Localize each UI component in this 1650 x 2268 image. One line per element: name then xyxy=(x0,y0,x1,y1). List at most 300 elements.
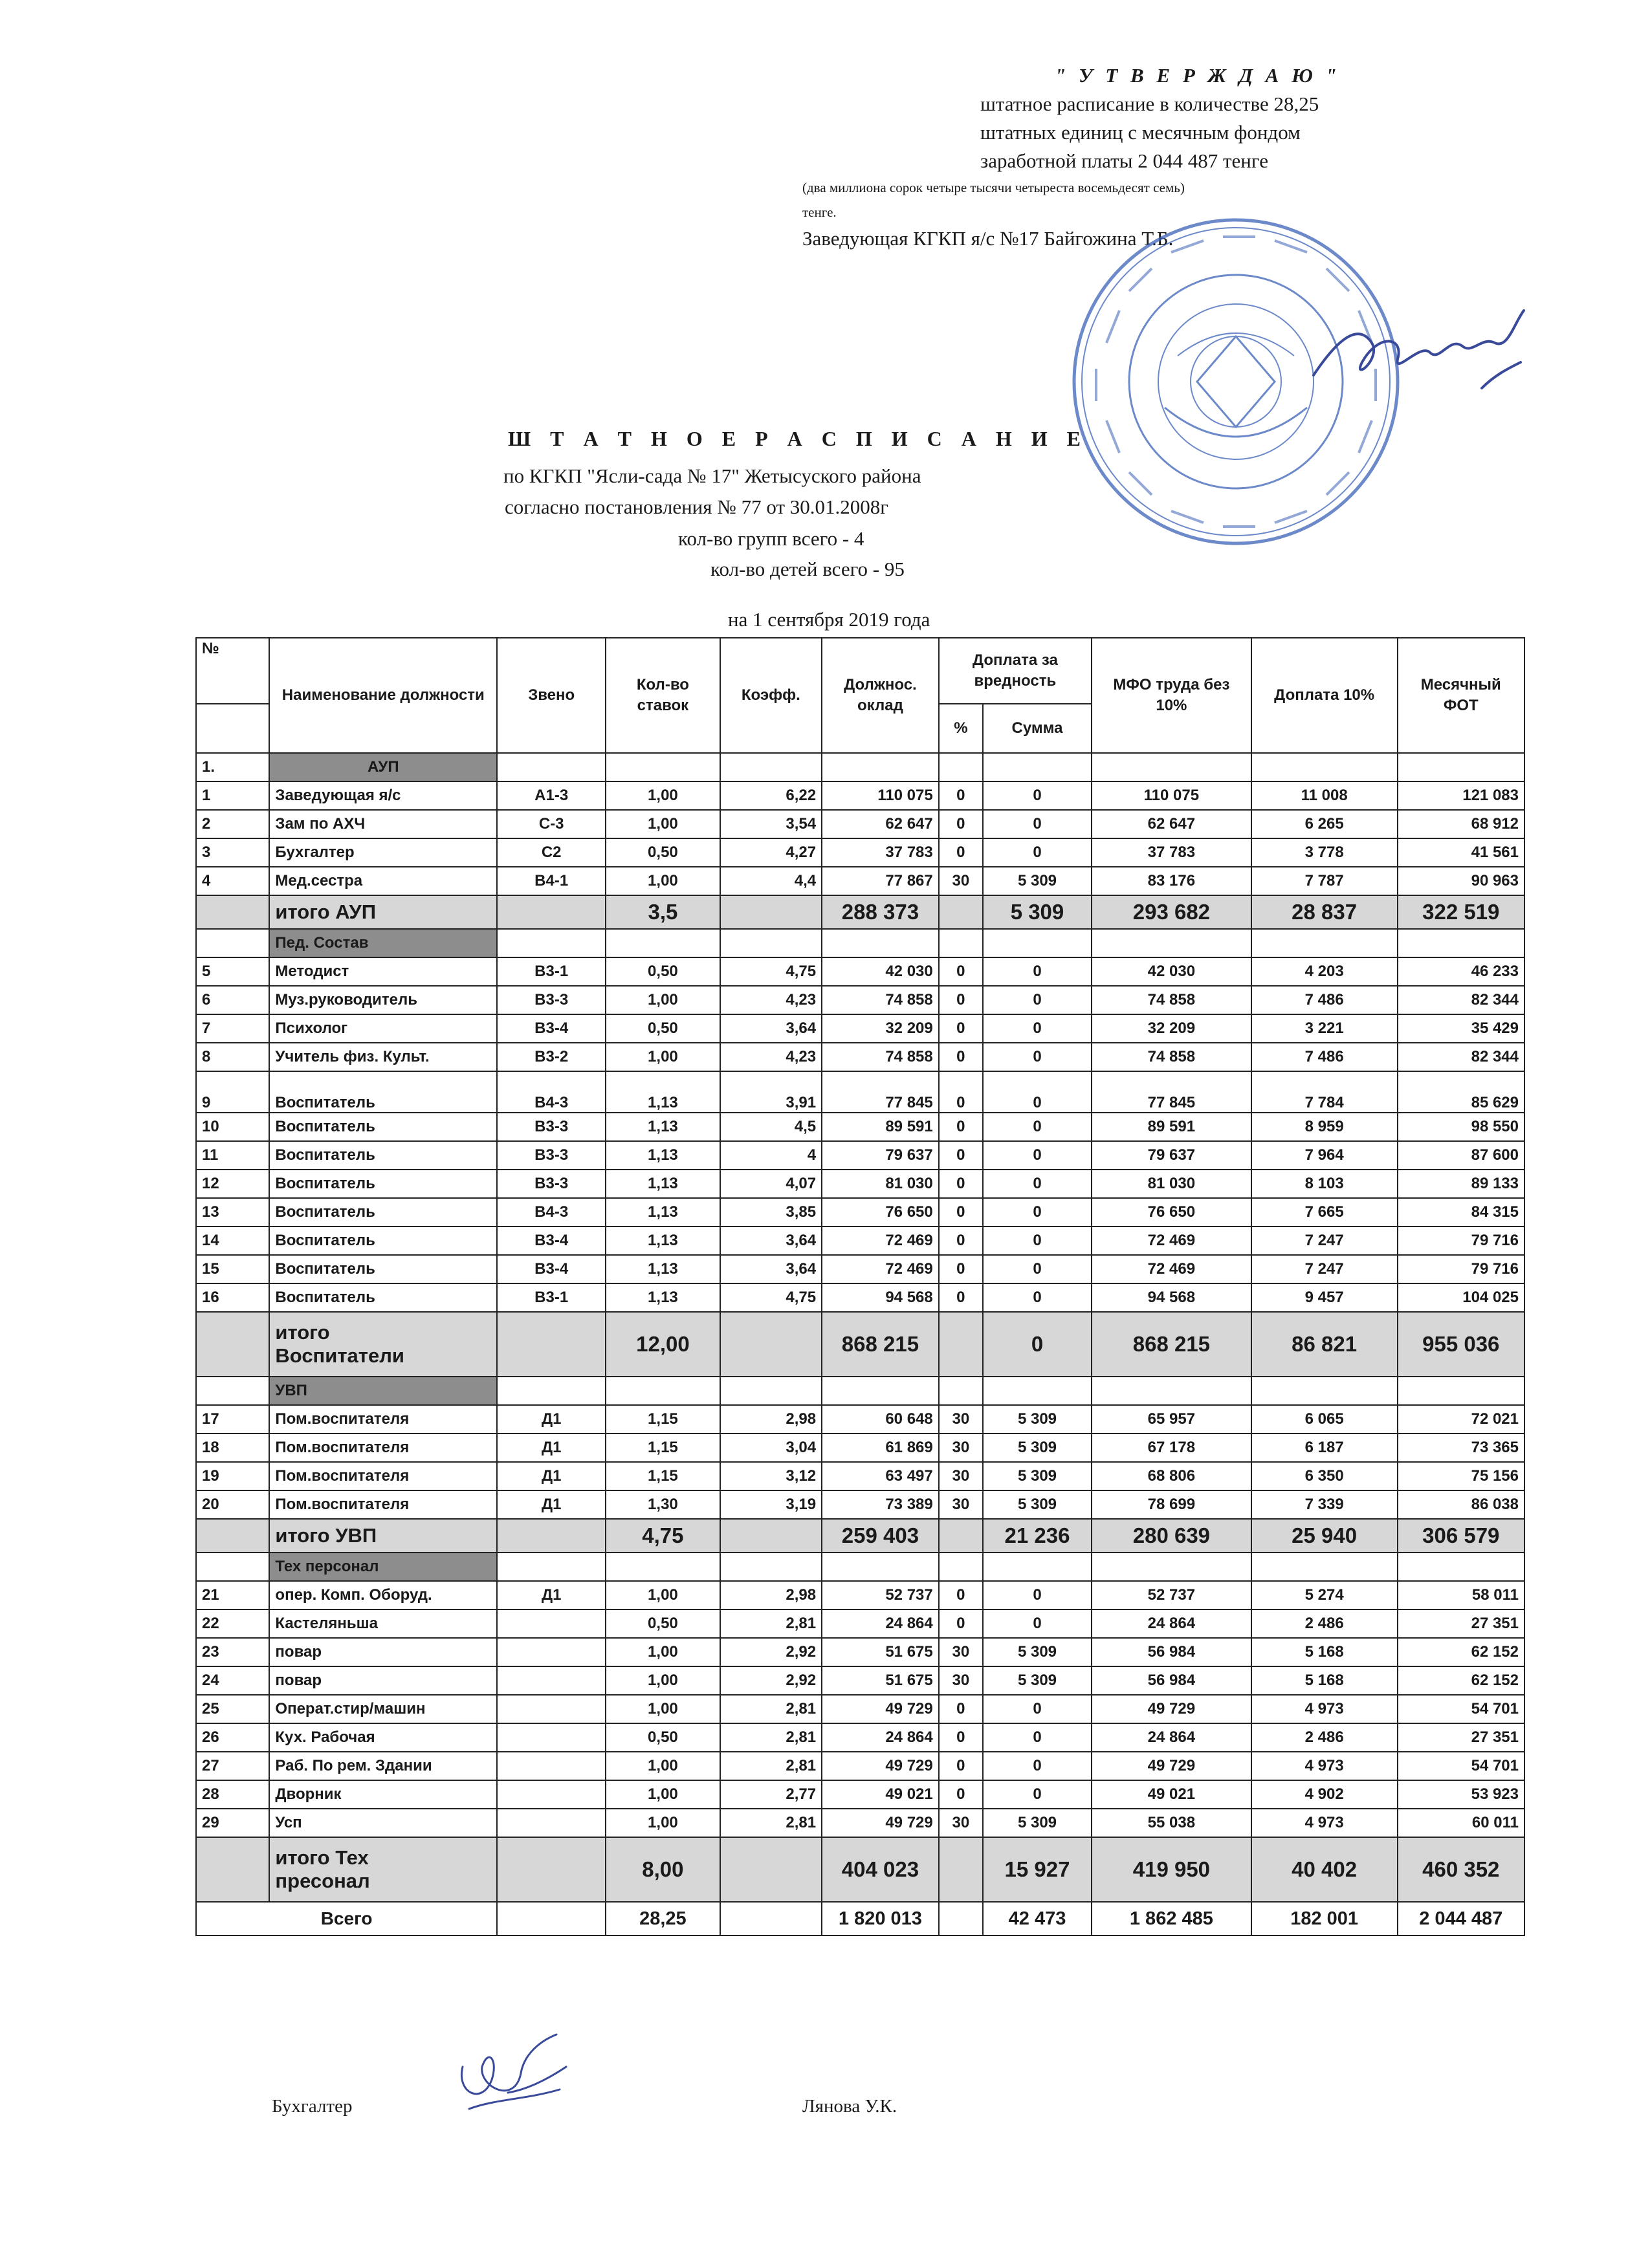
salary: 76 650 xyxy=(822,1198,939,1227)
row-number: 13 xyxy=(196,1198,269,1227)
position-name: Раб. По рем. Здании xyxy=(269,1752,497,1780)
col-position-header: Наименование должности xyxy=(269,638,497,753)
hazard-sum: 5 309 xyxy=(983,1638,1092,1666)
empty-cell xyxy=(497,1377,606,1405)
bonus-amount: 7 486 xyxy=(1251,1043,1398,1071)
table-row xyxy=(196,1434,1524,1462)
hazard-percent: 30 xyxy=(939,1462,983,1490)
monthly-fot: 84 315 xyxy=(1398,1198,1524,1227)
bonus-amount: 7 665 xyxy=(1251,1198,1398,1227)
position-name: Воспитатель xyxy=(269,1170,497,1198)
coefficient: 3,54 xyxy=(720,810,822,838)
empty-cell xyxy=(1398,1553,1524,1581)
mfo-amount: 83 176 xyxy=(1092,867,1251,895)
monthly-fot: 46 233 xyxy=(1398,957,1524,986)
empty-cell xyxy=(1398,1377,1524,1405)
rate-count: 1,00 xyxy=(606,986,720,1014)
bonus-amount: 4 973 xyxy=(1251,1695,1398,1723)
coefficient: 4 xyxy=(720,1141,822,1170)
hazard-percent: 0 xyxy=(939,957,983,986)
coefficient: 2,77 xyxy=(720,1780,822,1809)
table-row xyxy=(196,1170,1524,1198)
bonus-amount: 4 203 xyxy=(1251,957,1398,986)
bonus-amount: 4 902 xyxy=(1251,1780,1398,1809)
table-row xyxy=(196,1113,1524,1141)
accountant-label: Бухгалтер xyxy=(272,2096,353,2117)
row-number: 26 xyxy=(196,1723,269,1752)
monthly-fot: 87 600 xyxy=(1398,1141,1524,1170)
level-code: В3-1 xyxy=(497,957,606,986)
hazard-sum: 0 xyxy=(983,1780,1092,1809)
hazard-sum: 0 xyxy=(983,1581,1092,1609)
mfo-amount: 42 030 xyxy=(1092,957,1251,986)
total-rates: 12,00 xyxy=(606,1312,720,1377)
hazard-sum: 0 xyxy=(983,1227,1092,1255)
row-number: 25 xyxy=(196,1695,269,1723)
table-row xyxy=(196,1462,1524,1490)
bonus-amount: 2 486 xyxy=(1251,1723,1398,1752)
hazard-percent: 0 xyxy=(939,838,983,867)
monthly-fot: 79 716 xyxy=(1398,1227,1524,1255)
empty-cell xyxy=(939,895,983,929)
empty-cell xyxy=(196,1553,269,1581)
empty-cell xyxy=(983,1377,1092,1405)
hazard-percent: 0 xyxy=(939,1227,983,1255)
row-number: 3 xyxy=(196,838,269,867)
empty-cell xyxy=(497,1902,606,1935)
empty-cell xyxy=(497,929,606,957)
coefficient: 3,12 xyxy=(720,1462,822,1490)
hazard-percent: 30 xyxy=(939,1405,983,1434)
total-label: итого УВП xyxy=(269,1519,497,1553)
position-name: Воспитатель xyxy=(269,1071,497,1113)
mfo-amount: 52 737 xyxy=(1092,1581,1251,1609)
group-label-row xyxy=(196,1553,1524,1581)
salary: 73 389 xyxy=(822,1490,939,1519)
empty-cell xyxy=(983,929,1092,957)
salary: 42 030 xyxy=(822,957,939,986)
position-name: Мед.сестра xyxy=(269,867,497,895)
level-code: В4-3 xyxy=(497,1198,606,1227)
uvp-total-row xyxy=(196,1519,1524,1553)
rate-count: 1,00 xyxy=(606,867,720,895)
position-name: повар xyxy=(269,1638,497,1666)
empty-cell xyxy=(720,1519,822,1553)
monthly-fot: 89 133 xyxy=(1398,1170,1524,1198)
rate-count: 1,13 xyxy=(606,1198,720,1227)
hazard-sum: 0 xyxy=(983,1752,1092,1780)
salary: 61 869 xyxy=(822,1434,939,1462)
bonus-amount: 5 274 xyxy=(1251,1581,1398,1609)
hazard-sum: 0 xyxy=(983,1170,1092,1198)
mfo-amount: 74 858 xyxy=(1092,986,1251,1014)
empty-cell xyxy=(822,929,939,957)
empty-cell xyxy=(720,1377,822,1405)
rate-count: 1,15 xyxy=(606,1462,720,1490)
level-code: В3-1 xyxy=(497,1283,606,1312)
empty-cell xyxy=(822,1553,939,1581)
bonus-amount: 8 103 xyxy=(1251,1170,1398,1198)
approval-line-2: штатных единиц с месячным фондом xyxy=(980,121,1301,144)
position-name: Пом.воспитателя xyxy=(269,1434,497,1462)
monthly-fot: 41 561 xyxy=(1398,838,1524,867)
hazard-sum: 0 xyxy=(983,1043,1092,1071)
col-num-header: № xyxy=(196,638,269,704)
monthly-fot: 79 716 xyxy=(1398,1255,1524,1283)
salary: 51 675 xyxy=(822,1666,939,1695)
table-row xyxy=(196,781,1524,810)
table-row xyxy=(196,1666,1524,1695)
col-level-header: Звено xyxy=(497,638,606,753)
rate-count: 1,13 xyxy=(606,1170,720,1198)
empty-cell xyxy=(497,1837,606,1902)
empty-cell xyxy=(1251,1553,1398,1581)
row-number: 23 xyxy=(196,1638,269,1666)
level-code: С-3 xyxy=(497,810,606,838)
table-row xyxy=(196,1723,1524,1752)
coefficient: 3,19 xyxy=(720,1490,822,1519)
empty-cell xyxy=(939,1553,983,1581)
coefficient: 3,64 xyxy=(720,1255,822,1283)
mfo-amount: 74 858 xyxy=(1092,1043,1251,1071)
mfo-amount: 24 864 xyxy=(1092,1609,1251,1638)
row-number: 5 xyxy=(196,957,269,986)
bonus-amount: 7 247 xyxy=(1251,1227,1398,1255)
hazard-percent: 0 xyxy=(939,1198,983,1227)
col-bonus-header: Доплата 10% xyxy=(1251,638,1398,753)
tech-staff-label: Тех персонал xyxy=(269,1553,497,1581)
position-name: Воспитатель xyxy=(269,1113,497,1141)
empty-cell xyxy=(1398,929,1524,957)
col-salary-header: Должнос. оклад xyxy=(822,638,939,753)
hazard-sum: 0 xyxy=(983,810,1092,838)
monthly-fot: 27 351 xyxy=(1398,1723,1524,1752)
level-code xyxy=(497,1609,606,1638)
level-code: Д1 xyxy=(497,1462,606,1490)
salary: 77 867 xyxy=(822,867,939,895)
empty-cell xyxy=(497,1553,606,1581)
total-fot: 306 579 xyxy=(1398,1519,1524,1553)
total-label-line-2: Воспитатели xyxy=(275,1344,404,1367)
total-hazard-sum: 5 309 xyxy=(983,895,1092,929)
bonus-amount: 3 778 xyxy=(1251,838,1398,867)
rate-count: 1,15 xyxy=(606,1434,720,1462)
col-rates-header: Кол-во ставок xyxy=(606,638,720,753)
row-number: 10 xyxy=(196,1113,269,1141)
head-signature-icon xyxy=(1301,298,1534,408)
hazard-percent: 0 xyxy=(939,1113,983,1141)
salary: 89 591 xyxy=(822,1113,939,1141)
rate-count: 1,00 xyxy=(606,1638,720,1666)
empty-cell xyxy=(720,1553,822,1581)
bonus-amount: 7 339 xyxy=(1251,1490,1398,1519)
col-pct-header: % xyxy=(939,704,983,753)
approval-line-1: штатное расписание в количестве 28,25 xyxy=(980,93,1319,115)
groups-count: кол-во групп всего - 4 xyxy=(678,527,864,550)
hazard-sum: 0 xyxy=(983,1255,1092,1283)
approval-title: " У Т В Е Р Ж Д А Ю " xyxy=(1055,64,1341,87)
mfo-amount: 56 984 xyxy=(1092,1638,1251,1666)
table-row xyxy=(196,1638,1524,1666)
col-mfo-header: МФО труда без 10% xyxy=(1092,638,1251,753)
hazard-sum: 0 xyxy=(983,986,1092,1014)
rate-count: 0,50 xyxy=(606,1609,720,1638)
mfo-amount: 37 783 xyxy=(1092,838,1251,867)
approval-head-signatory: Заведующая КГКП я/с №17 Байгожина Т.Б. xyxy=(802,227,1174,250)
table-row xyxy=(196,1405,1524,1434)
accountant-signature-icon xyxy=(443,2028,579,2119)
grand-total-fot: 2 044 487 xyxy=(1398,1902,1524,1935)
coefficient: 3,85 xyxy=(720,1198,822,1227)
hazard-percent: 0 xyxy=(939,1609,983,1638)
total-mfo: 868 215 xyxy=(1092,1312,1251,1377)
bonus-amount: 9 457 xyxy=(1251,1283,1398,1312)
row-number: 2 xyxy=(196,810,269,838)
grand-total-label: Всего xyxy=(196,1902,497,1935)
mfo-amount: 49 729 xyxy=(1092,1695,1251,1723)
empty-cell xyxy=(196,895,269,929)
aup-total-row xyxy=(196,895,1524,929)
total-fot: 955 036 xyxy=(1398,1312,1524,1377)
hazard-percent: 0 xyxy=(939,1581,983,1609)
hazard-percent: 30 xyxy=(939,1490,983,1519)
total-hazard-sum: 15 927 xyxy=(983,1837,1092,1902)
bonus-amount: 7 247 xyxy=(1251,1255,1398,1283)
bonus-amount: 5 168 xyxy=(1251,1638,1398,1666)
hazard-percent: 0 xyxy=(939,781,983,810)
bonus-amount: 11 008 xyxy=(1251,781,1398,810)
salary: 37 783 xyxy=(822,838,939,867)
bonus-amount: 7 784 xyxy=(1251,1071,1398,1113)
empty-cell xyxy=(497,1519,606,1553)
salary: 52 737 xyxy=(822,1581,939,1609)
grand-total-hazard-sum: 42 473 xyxy=(983,1902,1092,1935)
col-fot-header: Месячный ФОТ xyxy=(1398,638,1524,753)
salary: 72 469 xyxy=(822,1227,939,1255)
monthly-fot: 98 550 xyxy=(1398,1113,1524,1141)
rate-count: 1,30 xyxy=(606,1490,720,1519)
table-row xyxy=(196,838,1524,867)
empty-cell xyxy=(939,1837,983,1902)
salary: 49 729 xyxy=(822,1809,939,1837)
total-label-line-1: итого Тех xyxy=(275,1846,369,1869)
salary: 110 075 xyxy=(822,781,939,810)
hazard-sum: 0 xyxy=(983,1695,1092,1723)
coefficient: 4,27 xyxy=(720,838,822,867)
total-fot: 322 519 xyxy=(1398,895,1524,929)
total-salary: 404 023 xyxy=(822,1837,939,1902)
row-number: 1 xyxy=(196,781,269,810)
level-code xyxy=(497,1809,606,1837)
bonus-amount: 4 973 xyxy=(1251,1809,1398,1837)
salary: 49 021 xyxy=(822,1780,939,1809)
rate-count: 1,00 xyxy=(606,810,720,838)
level-code: В3-3 xyxy=(497,1113,606,1141)
hazard-sum: 5 309 xyxy=(983,1809,1092,1837)
rate-count: 1,15 xyxy=(606,1405,720,1434)
row-number: 20 xyxy=(196,1490,269,1519)
hazard-sum: 0 xyxy=(983,1723,1092,1752)
total-bonus: 86 821 xyxy=(1251,1312,1398,1377)
empty-cell xyxy=(1092,1377,1251,1405)
total-hazard-sum: 0 xyxy=(983,1312,1092,1377)
monthly-fot: 75 156 xyxy=(1398,1462,1524,1490)
coefficient: 2,81 xyxy=(720,1752,822,1780)
rate-count: 1,13 xyxy=(606,1283,720,1312)
empty-cell xyxy=(196,1519,269,1553)
row-number: 7 xyxy=(196,1014,269,1043)
coefficient: 2,92 xyxy=(720,1666,822,1695)
position-name: Пом.воспитателя xyxy=(269,1490,497,1519)
tech-total-row xyxy=(196,1837,1524,1902)
empty-cell xyxy=(720,929,822,957)
mfo-amount: 77 845 xyxy=(1092,1071,1251,1113)
col-num-spacer xyxy=(196,704,269,753)
group-label-row xyxy=(196,929,1524,957)
row-number: 11 xyxy=(196,1141,269,1170)
hazard-sum: 5 309 xyxy=(983,867,1092,895)
hazard-sum: 0 xyxy=(983,1014,1092,1043)
salary: 62 647 xyxy=(822,810,939,838)
approval-line-3: заработной платы 2 044 487 тенге xyxy=(980,149,1268,172)
col-coef-header: Коэфф. xyxy=(720,638,822,753)
table-row xyxy=(196,1198,1524,1227)
level-code: В3-3 xyxy=(497,1170,606,1198)
total-label: итого АУП xyxy=(269,895,497,929)
level-code xyxy=(497,1695,606,1723)
total-label xyxy=(269,1837,497,1902)
position-name: опер. Комп. Оборуд. xyxy=(269,1581,497,1609)
monthly-fot: 85 629 xyxy=(1398,1071,1524,1113)
salary: 94 568 xyxy=(822,1283,939,1312)
total-label xyxy=(269,1312,497,1377)
mfo-amount: 110 075 xyxy=(1092,781,1251,810)
children-count: кол-во детей всего - 95 xyxy=(710,558,905,580)
grand-total-mfo: 1 862 485 xyxy=(1092,1902,1251,1935)
grand-total-rates: 28,25 xyxy=(606,1902,720,1935)
row-number: 18 xyxy=(196,1434,269,1462)
mfo-amount: 78 699 xyxy=(1092,1490,1251,1519)
coefficient: 4,07 xyxy=(720,1170,822,1198)
hazard-sum: 5 309 xyxy=(983,1666,1092,1695)
coefficient: 4,23 xyxy=(720,986,822,1014)
table-row xyxy=(196,1695,1524,1723)
bonus-amount: 6 350 xyxy=(1251,1462,1398,1490)
rate-count: 1,00 xyxy=(606,1752,720,1780)
monthly-fot: 62 152 xyxy=(1398,1638,1524,1666)
table-row xyxy=(196,867,1524,895)
hazard-sum: 0 xyxy=(983,838,1092,867)
total-mfo: 280 639 xyxy=(1092,1519,1251,1553)
salary: 81 030 xyxy=(822,1170,939,1198)
bonus-amount: 7 964 xyxy=(1251,1141,1398,1170)
position-name: Бухгалтер xyxy=(269,838,497,867)
salary: 63 497 xyxy=(822,1462,939,1490)
monthly-fot: 54 701 xyxy=(1398,1752,1524,1780)
position-name: Операт.стир/машин xyxy=(269,1695,497,1723)
rate-count: 0,50 xyxy=(606,838,720,867)
approval-amount-words: (два миллиона сорок четыре тысячи четыреста восемьдесят семь) xyxy=(802,180,1185,195)
total-salary: 259 403 xyxy=(822,1519,939,1553)
table-header-row xyxy=(196,638,1524,704)
total-rates: 8,00 xyxy=(606,1837,720,1902)
rate-count: 0,50 xyxy=(606,1014,720,1043)
rate-count: 1,00 xyxy=(606,1043,720,1071)
empty-cell xyxy=(983,1553,1092,1581)
empty-cell xyxy=(196,1837,269,1902)
grand-total-row xyxy=(196,1902,1524,1935)
monthly-fot: 82 344 xyxy=(1398,1043,1524,1071)
hazard-percent: 0 xyxy=(939,1723,983,1752)
monthly-fot: 104 025 xyxy=(1398,1283,1524,1312)
rate-count: 1,00 xyxy=(606,1581,720,1609)
bonus-amount: 7 486 xyxy=(1251,986,1398,1014)
group-label: АУП xyxy=(269,753,497,781)
salary: 49 729 xyxy=(822,1695,939,1723)
coefficient: 4,4 xyxy=(720,867,822,895)
hazard-sum: 0 xyxy=(983,1609,1092,1638)
mfo-amount: 67 178 xyxy=(1092,1434,1251,1462)
hazard-sum: 0 xyxy=(983,957,1092,986)
coefficient: 4,23 xyxy=(720,1043,822,1071)
mfo-amount: 81 030 xyxy=(1092,1170,1251,1198)
total-salary: 288 373 xyxy=(822,895,939,929)
table-row xyxy=(196,957,1524,986)
level-code: В3-2 xyxy=(497,1043,606,1071)
hazard-sum: 5 309 xyxy=(983,1434,1092,1462)
mfo-amount: 72 469 xyxy=(1092,1227,1251,1255)
total-mfo: 419 950 xyxy=(1092,1837,1251,1902)
hazard-sum: 0 xyxy=(983,781,1092,810)
position-name: Учитель физ. Культ. xyxy=(269,1043,497,1071)
coefficient: 2,98 xyxy=(720,1581,822,1609)
mfo-amount: 62 647 xyxy=(1092,810,1251,838)
coefficient: 4,75 xyxy=(720,1283,822,1312)
coefficient: 2,98 xyxy=(720,1405,822,1434)
mfo-amount: 94 568 xyxy=(1092,1283,1251,1312)
uvp-label: УВП xyxy=(269,1377,497,1405)
mfo-amount: 65 957 xyxy=(1092,1405,1251,1434)
level-code: В3-3 xyxy=(497,986,606,1014)
table-row xyxy=(196,1283,1524,1312)
table-row xyxy=(196,1141,1524,1170)
bonus-amount: 6 187 xyxy=(1251,1434,1398,1462)
salary: 24 864 xyxy=(822,1609,939,1638)
position-name: Воспитатель xyxy=(269,1198,497,1227)
salary: 74 858 xyxy=(822,1043,939,1071)
mfo-amount: 49 729 xyxy=(1092,1752,1251,1780)
table-row xyxy=(196,1043,1524,1071)
salary: 77 845 xyxy=(822,1071,939,1113)
rate-count: 1,13 xyxy=(606,1071,720,1113)
coefficient: 2,81 xyxy=(720,1695,822,1723)
grand-total-salary: 1 820 013 xyxy=(822,1902,939,1935)
hazard-percent: 0 xyxy=(939,1014,983,1043)
hazard-sum: 0 xyxy=(983,1198,1092,1227)
table-row xyxy=(196,1581,1524,1609)
table-row xyxy=(196,1780,1524,1809)
position-name: Методист xyxy=(269,957,497,986)
ped-staff-label: Пед. Состав xyxy=(269,929,497,957)
coefficient: 3,64 xyxy=(720,1227,822,1255)
hazard-percent: 0 xyxy=(939,986,983,1014)
table-row xyxy=(196,1227,1524,1255)
level-code: В3-4 xyxy=(497,1255,606,1283)
total-label-line-1: итого xyxy=(275,1321,330,1344)
hazard-percent: 30 xyxy=(939,1434,983,1462)
empty-cell xyxy=(1251,929,1398,957)
rate-count: 1,13 xyxy=(606,1113,720,1141)
